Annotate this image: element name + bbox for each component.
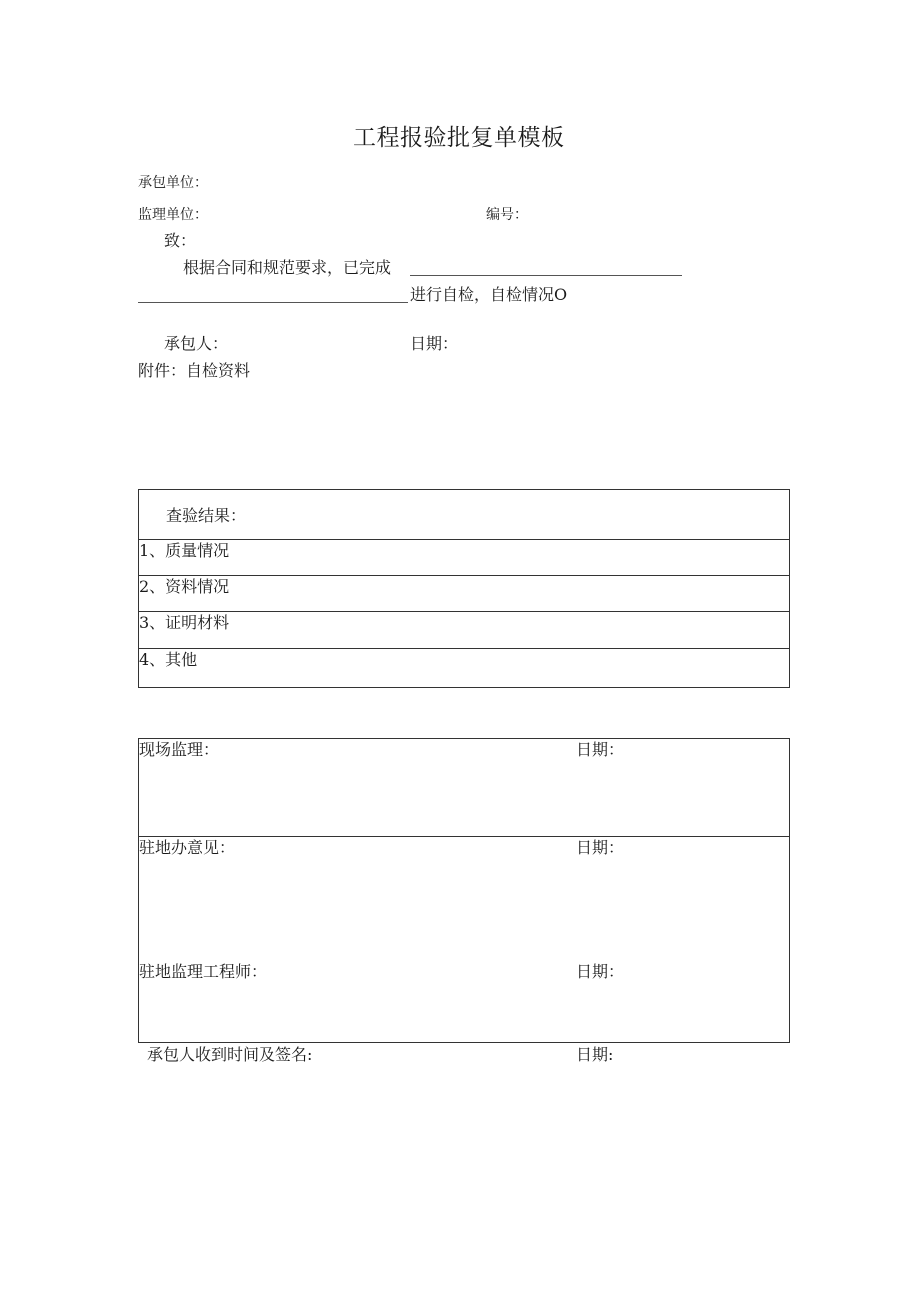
receipt-date-label: 日期: — [576, 1045, 614, 1064]
document-number-label: 编号： — [486, 207, 528, 223]
table-divider — [139, 575, 789, 576]
approval-table — [138, 738, 790, 1043]
page-title: 工程报验批复单模板 — [353, 125, 565, 151]
site-supervision-label: 现场监理： — [139, 740, 220, 759]
addressee-label: 致： — [164, 231, 197, 250]
supervisor-unit-label: 监理单位： — [138, 207, 208, 223]
contractor-person-label: 承包人： — [164, 334, 229, 353]
attachment-label: 附件：自检资料 — [138, 361, 251, 380]
resident-office-opinion-label: 驻地办意见： — [139, 838, 236, 857]
letter-date-label: 日期： — [410, 334, 459, 353]
table-divider — [139, 611, 789, 612]
completion-statement: 根据合同和规范要求，已完成 — [183, 258, 392, 277]
inspection-item-quality: 1、质量情况 — [139, 541, 230, 560]
table-divider — [139, 539, 789, 540]
table-divider — [139, 648, 789, 649]
completed-work-blank-continued — [138, 302, 408, 303]
resident-engineer-label: 驻地监理工程师： — [139, 962, 268, 981]
receipt-signature-label: 承包人收到时间及签名: — [147, 1045, 313, 1064]
inspection-heading: 查验结果： — [166, 506, 247, 525]
resident-engineer-date-label: 日期： — [576, 962, 625, 981]
table-divider — [139, 836, 789, 837]
resident-office-date-label: 日期： — [576, 838, 625, 857]
inspection-item-documents: 2、资料情况 — [139, 577, 230, 596]
site-supervision-date-label: 日期： — [576, 740, 625, 759]
completed-work-blank — [410, 275, 682, 276]
inspection-item-other: 4、其他 — [139, 650, 198, 669]
inspection-item-certificates: 3、证明材料 — [139, 613, 230, 632]
self-check-statement: 进行自检，自检情况O — [410, 285, 568, 304]
contractor-unit-label: 承包单位： — [138, 175, 208, 191]
